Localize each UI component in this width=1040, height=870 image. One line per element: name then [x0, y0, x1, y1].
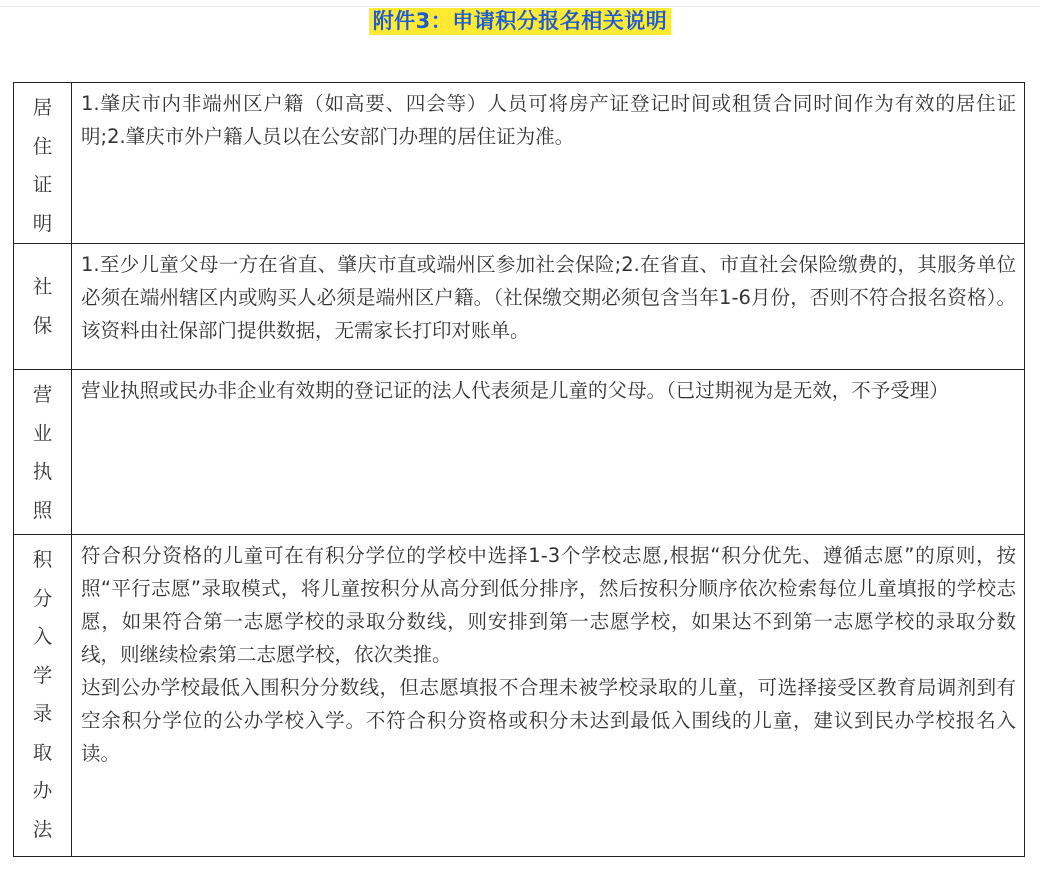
table-row-admission-method: [14, 535, 1025, 857]
row-content-paragraph: 1.至少儿童父母一方在省直、肇庆市直或端州区参加社会保险;2.在省直、市直社会保险缴费的，其服务单位必须在端州辖区内或购买人必须是端州区户籍。（社保缴交期必须包含当年1-6月份，否则不符合报名资格）。该资料由社保部门提供数据，无需家长打印对账单。: [81, 253, 1016, 342]
row-content-cell: [72, 535, 1025, 857]
top-divider: [0, 6, 1040, 7]
row-content-paragraph: 营业执照或民办非企业有效期的登记证的法人代表须是儿童的父母。（已过期视为是无效，不予受理）: [81, 379, 949, 402]
row-label: 积分入学录取办法: [32, 548, 53, 841]
row-content-paragraph: 达到公办学校最低入围积分分数线，但志愿填报不合理未被学校录取的儿童，可选择接受区教育局调剂到有空余积分学位的公办学校入学。不符合积分资格或积分未达到最低入围线的儿童，建议到民办学校报名入读。: [81, 676, 1016, 765]
row-content-paragraph: 1.肇庆市内非端州区户籍（如高要、四会等）人员可将房产证登记时间或租赁合同时间作为有效的居住证明;2.肇庆市外户籍人员以在公安部门办理的居住证为准。: [81, 92, 1016, 148]
row-content-cell: [72, 244, 1025, 370]
row-content-paragraph: 符合积分资格的儿童可在有积分学位的学校中选择1-3个学校志愿,根据“积分优先、遵循志愿”的原则，按照“平行志愿”录取模式，将儿童按积分从高分到低分排序，然后按积分顺序依次检索每位儿童填报的学校志愿，如果符合第一志愿学校的录取分数线，则安排到第一志愿学校，如果达不到第一志愿学校的录取分数线，则继续检索第二志愿学校，依次类推。: [81, 544, 1016, 666]
row-label: 营业执照: [32, 383, 53, 522]
row-label: 居住证明: [32, 96, 53, 235]
table-row-business-license: [14, 370, 1025, 535]
row-label-cell: [14, 244, 72, 370]
table-row-residence: [14, 83, 1025, 244]
document-title: 附件3：申请积分报名相关说明: [369, 8, 672, 35]
row-label-cell: [14, 370, 72, 535]
row-content-cell: [72, 83, 1025, 244]
row-content-cell: [72, 370, 1025, 535]
row-label-cell: [14, 535, 72, 857]
title-area: [0, 8, 1040, 35]
row-label: 社保: [32, 275, 53, 337]
row-label-cell: [14, 83, 72, 244]
requirements-table: [13, 82, 1025, 857]
table-row-social-security: [14, 244, 1025, 370]
